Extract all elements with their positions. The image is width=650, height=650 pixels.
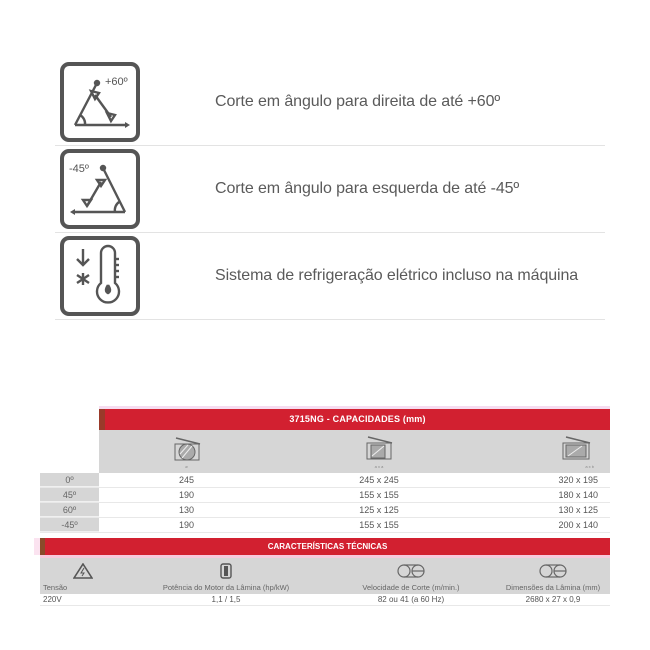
column-square: a x a <box>274 430 484 473</box>
angle-right-60-icon <box>60 62 140 142</box>
feature-list <box>55 58 605 320</box>
header-blade-dimensions: Dimensões da Lâmina (mm) <box>496 558 610 594</box>
rect-bar-icon <box>560 434 594 464</box>
capacities-icon-header <box>99 430 610 473</box>
table-row: 45º 190 155 x 155 180 x 140 <box>40 488 610 503</box>
header-cut-speed: Velocidade de Corte (m/min.) <box>326 558 496 594</box>
svg-text:-45º: -45º <box>69 163 89 175</box>
table-row: 0º 245 245 x 245 320 x 195 <box>40 473 610 488</box>
table-row: -45º 190 155 x 155 200 x 140 <box>40 518 610 533</box>
column-rect: a x b <box>484 430 610 473</box>
blade-pulley-icon <box>537 563 569 579</box>
round-bar-icon <box>170 434 204 464</box>
column-round: ø <box>99 430 274 473</box>
capacities-table <box>40 409 610 533</box>
header-motor-power: Potência do Motor da Lâmina (hp/kW) <box>126 558 326 594</box>
svg-text:+60º: +60º <box>105 75 128 88</box>
square-bar-icon <box>362 434 396 464</box>
feature-item-cooling <box>55 233 605 320</box>
cooling-system-icon <box>60 236 140 316</box>
feature-text: Sistema de refrigeração elétrico incluso na máquina <box>215 267 579 284</box>
capacities-title: 3715NG - CAPACIDADES (mm) <box>99 409 610 430</box>
technical-table <box>40 538 610 606</box>
feature-text: Corte em ângulo para esquerda de até -45º <box>215 180 520 197</box>
blade-pulley-icon <box>395 563 427 579</box>
warning-voltage-icon <box>73 563 93 579</box>
motor-icon <box>220 563 232 579</box>
feature-item-angle-left <box>55 146 605 233</box>
angle-left-45-icon <box>60 149 140 229</box>
feature-text: Corte em ângulo para direita de até +60º <box>215 92 501 110</box>
table-row: 220V 1,1 / 1,5 82 ou 41 (a 60 Hz) 2680 x 27 x 0,9 <box>40 594 610 606</box>
technical-title: CARACTERÍSTICAS TÉCNICAS <box>40 538 610 555</box>
table-row: 60º 130 125 x 125 130 x 125 <box>40 503 610 518</box>
feature-item-angle-right <box>55 58 605 146</box>
technical-header <box>40 558 610 594</box>
header-voltage: Tensão <box>40 558 126 594</box>
